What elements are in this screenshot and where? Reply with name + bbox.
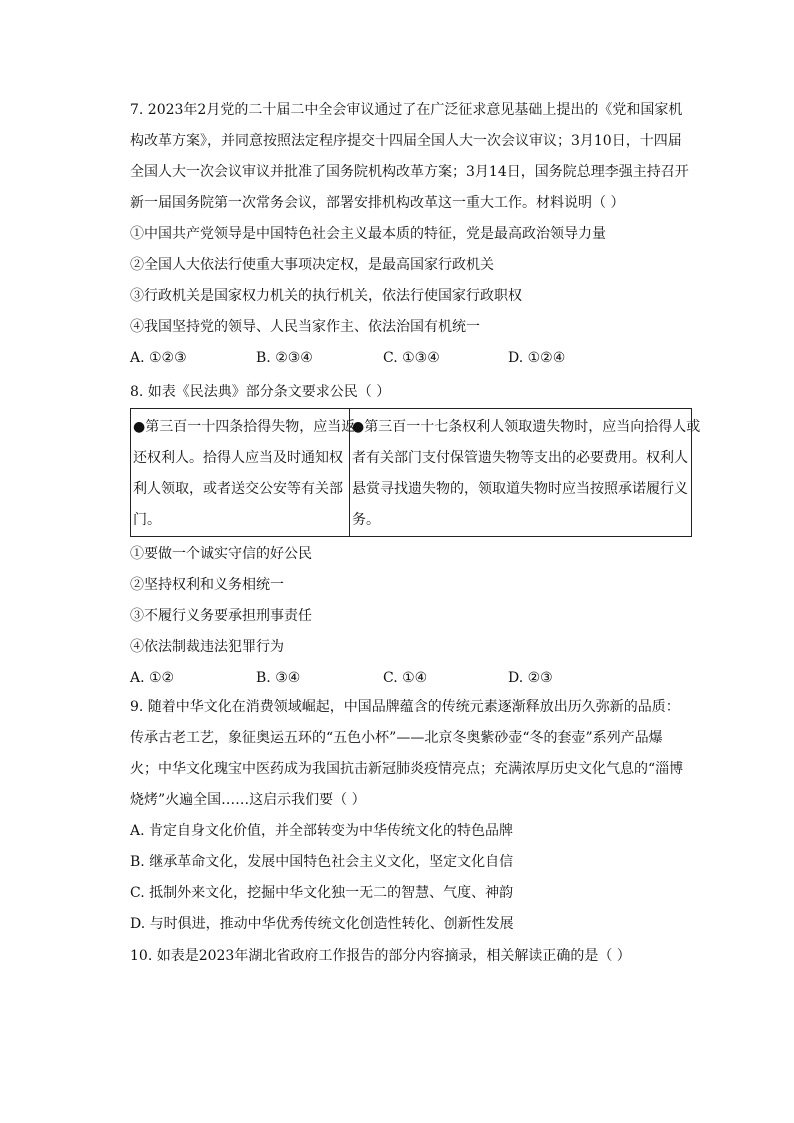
q7-options — [130, 343, 695, 374]
q8-left-line-3: 利人领取，或者送交公安等有关部 — [133, 481, 343, 497]
q7-option-d[interactable]: D. ①②④ — [508, 350, 566, 366]
q7-option-a[interactable]: A. ①②③ — [130, 350, 187, 366]
q7-line-3: 全国人大一次会议审议并批准了国务院机构改革方案；3月14日，国务院总理李强主持召开 — [130, 164, 689, 180]
q8-statement-3: ③不履行义务要承担刑事责任 — [130, 608, 312, 624]
question-7 — [130, 95, 695, 374]
q7-line-1: 7. 2023年2月党的二十届二中全会审议通过了在广泛征求意见基础上提出的《党和国家机 — [130, 102, 683, 118]
q8-option-a[interactable]: A. ①② — [130, 670, 175, 686]
q8-left-line-2: 还权利人。拾得人应当及时通知权 — [133, 450, 343, 466]
q8-option-c[interactable]: C. ①④ — [383, 670, 428, 686]
q8-table-cell-right — [350, 409, 701, 536]
q8-table-cell-left — [131, 409, 356, 536]
question-9 — [130, 692, 695, 940]
q8-options — [130, 663, 695, 694]
q8-stem: 8. 如表《民法典》部分条文要求公民（ ） — [130, 384, 391, 400]
q7-statement-2: ②全国人大依法行使重大事项决定权，是最高国家行政机关 — [130, 257, 494, 273]
q9-line-2: 传承古老工艺，象征奥运五环的“五色小杯”——北京冬奥紫砂壶“冬的套壶”系列产品爆 — [130, 730, 663, 746]
q7-line-2: 构改革方案》，并同意按照法定程序提交十四届全国人大一次会议审议；3月10日，十四届 — [130, 133, 682, 149]
q10-stem: 10. 如表是2023年湖北省政府工作报告的部分内容摘录，相关解读正确的是（ ） — [130, 948, 631, 964]
q7-option-c[interactable]: C. ①③④ — [383, 350, 440, 366]
q7-statement-1: ①中国共产党领导是中国特色社会主义最本质的特征，党是最高政治领导力量 — [130, 226, 606, 242]
q8-left-line-1: ●第三百一十四条拾得失物，应当返 — [133, 419, 356, 435]
q9-line-4: 烧烤”火遍全国……这启示我们要（ ） — [130, 792, 366, 808]
q8-table — [130, 408, 701, 537]
q8-statement-2: ②坚持权利和义务相统一 — [130, 577, 284, 593]
q8-option-b[interactable]: B. ③④ — [256, 670, 301, 686]
q8-right-line-2: 者有关部门支付保管遗失物等支出的必要费用。权利人 — [352, 450, 688, 466]
q8-statement-4: ④依法制裁违法犯罪行为 — [130, 639, 284, 655]
q8-right-line-4: 务。 — [352, 512, 380, 528]
q9-option-c[interactable]: C. 抵制外来文化，挖掘中华文化独一无二的智慧、气度、神韵 — [130, 885, 514, 901]
q7-line-4: 新一届国务院第一次常务会议，部署安排机构改革这一重大工作。材料说明（ ） — [130, 195, 625, 211]
q8-left-line-4: 门。 — [133, 512, 161, 528]
q7-statement-4: ④我国坚持党的领导、人民当家作主、依法治国有机统一 — [130, 319, 480, 335]
q8-statement-1: ①要做一个诚实守信的好公民 — [130, 546, 312, 562]
q7-option-b[interactable]: B. ②③④ — [256, 350, 313, 366]
q7-statement-3: ③行政机关是国家权力机关的执行机关，依法行使国家行政职权 — [130, 288, 522, 304]
q8-right-line-3: 悬赏寻找遗失物的，领取道失物时应当按照承诺履行义 — [352, 481, 688, 497]
q9-option-d[interactable]: D. 与时俱进，推动中华优秀传统文化创造性转化、创新性发展 — [130, 916, 514, 932]
q9-option-b[interactable]: B. 继承革命文化，发展中国特色社会主义文化，坚定文化自信 — [130, 854, 514, 870]
q9-line-1: 9. 随着中华文化在消费领域崛起，中国品牌蕴含的传统元素逐渐释放出历久弥新的品质： — [130, 699, 680, 715]
q9-line-3: 火；中华文化瑰宝中医药成为我国抗击新冠肺炎疫情亮点；充满浓厚历史文化气息的“淄博 — [130, 761, 684, 777]
q9-option-a[interactable]: A. 肯定自身文化价值，并全部转变为中华传统文化的特色品牌 — [130, 823, 514, 839]
question-8 — [130, 377, 701, 694]
q8-right-line-1: ●第三百一十七条权利人领取遗失物时，应当向拾得人或 — [352, 419, 701, 435]
q8-option-d[interactable]: D. ②③ — [508, 670, 553, 686]
question-10 — [130, 941, 695, 972]
